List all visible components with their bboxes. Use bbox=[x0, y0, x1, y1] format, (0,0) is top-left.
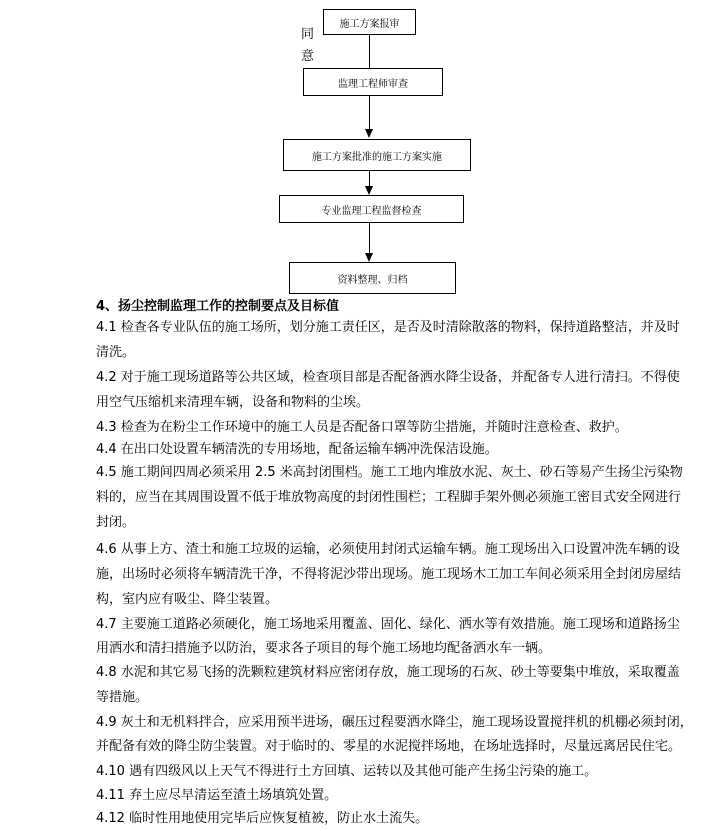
flow-step-submit bbox=[323, 9, 416, 35]
paragraph-4-12-line-1: 4.12 临时性用地使用完毕后应恢复植被，防止水土流失。 bbox=[96, 811, 429, 826]
paragraph-4-8-line-1: 4.8 水泥和其它易飞扬的洗颗粒建筑材料应密闭存放，施工现场的石灰、砂土等要集中堆放，采取覆盖 bbox=[96, 665, 680, 680]
paragraph-4-11-line-1: 4.11 弃土应尽早清运至渣土场填筑处置。 bbox=[96, 788, 338, 803]
flow-connector-2 bbox=[369, 96, 370, 130]
flow-step-supervise-label: 专业监理工程监督检查 bbox=[321, 205, 422, 217]
flow-step-implement bbox=[283, 139, 471, 171]
flow-step-engineer-review-label: 监理工程师审查 bbox=[338, 78, 408, 90]
paragraph-4-1-line-1: 4.1 检查各专业队伍的施工场所，划分施工责任区，是否及时清除散落的物料，保持道路整洁，并及时 bbox=[96, 320, 680, 335]
paragraph-4-6-line-2: 施，出场时必须将车辆清洗干净，不得将泥沙带出现场。施工现场木工加工车间必须采用全封闭房屋结 bbox=[96, 567, 682, 582]
flow-step-supervise bbox=[279, 195, 464, 223]
flow-step-archive-label: 资料整理、归档 bbox=[337, 274, 408, 286]
paragraph-4-10-line-1: 4.10 遇有四级风以上天气不得进行土方回填、运转以及其他可能产生扬尘污染的施工。 bbox=[96, 764, 598, 779]
paragraph-4-9-line-1: 4.9 灰土和无机料拌合，应采用预半进场，碾压过程要洒水降尘，施工现场设置搅拌机的机棚必须封闭， bbox=[96, 715, 693, 730]
paragraph-4-4-line-1: 4.4 在出口处设置车辆清洗的专用场地，配备运输车辆冲洗保洁设施。 bbox=[96, 442, 498, 457]
paragraph-4-6-line-1: 4.6 从事上方、渣土和施工垃圾的运输，必须使用封闭式运输车辆。施工现场出入口设置冲洗车辆的设 bbox=[96, 542, 680, 557]
paragraph-4-6-line-3: 构，室内应有吸尘、降尘装置。 bbox=[96, 592, 279, 607]
paragraph-4-2-line-2: 用空气压缩机来清理车辆，设备和物料的尘埃。 bbox=[96, 395, 370, 410]
flow-connector-3 bbox=[369, 171, 370, 186]
paragraph-4-1-line-2: 清洗。 bbox=[96, 345, 136, 360]
paragraph-4-7-line-1: 4.7 主要施工道路必须硬化，施工场地采用覆盖、固化、绿化、洒水等有效措施。施工现场和道路扬尘 bbox=[96, 617, 680, 632]
paragraph-4-5-line-1: 4.5 施工期间四周必须采用 2.5 米高封闭围档。施工工地内堆放水泥、灰土、砂石等易产生扬尘污染物 bbox=[96, 465, 683, 480]
flow-arrow-3-head bbox=[365, 186, 373, 195]
paragraph-4-5-line-3: 封闭。 bbox=[96, 515, 136, 530]
flow-agree-char-1: 同 bbox=[301, 27, 315, 42]
paragraph-4-8-line-2: 等措施。 bbox=[96, 690, 149, 705]
paragraph-4-5-line-2: 料的，应当在其周围设置不低于堆放物高度的封闭性围栏；工程脚手架外侧必须施工密目式安全网进行 bbox=[96, 490, 682, 505]
paragraph-4-7-line-2: 用洒水和清扫措施予以防治，要求各子项目的每个施工场地均配备洒水车一辆。 bbox=[96, 641, 552, 656]
flow-arrow-2-head bbox=[365, 129, 373, 138]
paragraph-4-3-line-1: 4.3 检查为在粉尘工作环境中的施工人员是否配备口罩等防尘措施，并随时注意检查、救护。 bbox=[96, 420, 628, 435]
flow-step-engineer-review bbox=[303, 68, 443, 96]
paragraph-4-2-line-1: 4.2 对于施工现场道路等公共区域，检查项目部是否配备洒水降尘设备，并配备专人进行清扫。不得使 bbox=[96, 370, 680, 385]
section-heading: 4、扬尘控制监理工作的控制要点及目标值 bbox=[96, 299, 340, 314]
flow-connector-4 bbox=[369, 223, 370, 254]
flow-step-archive bbox=[289, 262, 456, 294]
paragraph-4-9-line-2: 并配备有效的降尘防尘装置。对于临时的、零星的水泥搅拌场地，在场址选择时，尽量远离居民住宅。 bbox=[96, 739, 682, 754]
flow-step-implement-label: 施工方案批准的施工方案实施 bbox=[312, 151, 442, 163]
flow-step-submit-label: 施工方案报审 bbox=[339, 18, 400, 30]
flow-agree-char-2: 意 bbox=[301, 49, 315, 64]
flow-connector-1 bbox=[369, 35, 370, 68]
flow-arrow-4-head bbox=[365, 253, 373, 262]
